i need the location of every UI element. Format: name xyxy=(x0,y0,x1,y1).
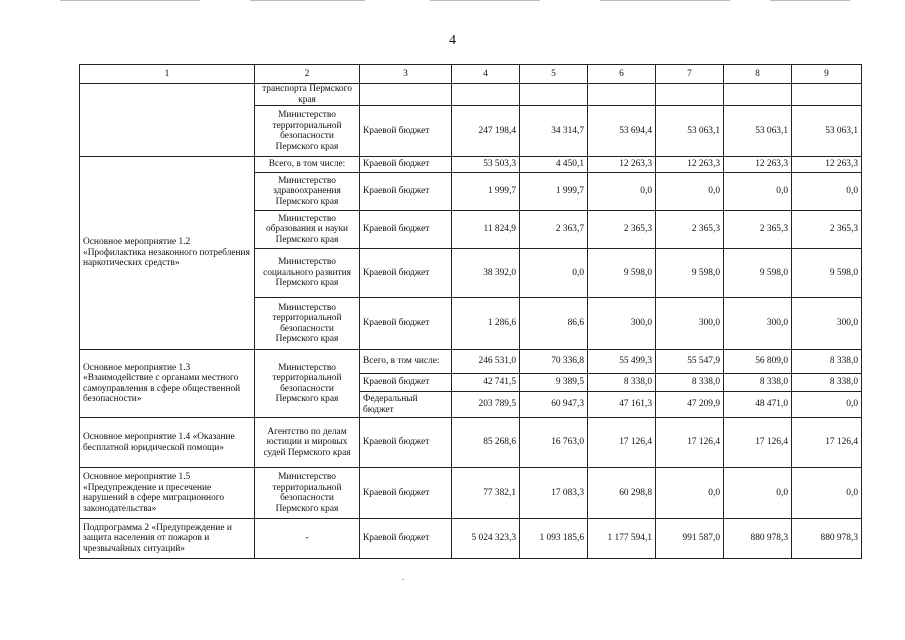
source-cell: Краевой бюджет xyxy=(360,418,452,468)
source-cell: Краевой бюджет xyxy=(360,211,452,249)
value-cell: 47 209,9 xyxy=(656,392,724,418)
value-cell: 0,0 xyxy=(588,173,656,211)
value-cell: 53 694,4 xyxy=(588,106,656,157)
value-cell: 11 824,9 xyxy=(452,211,520,249)
value-cell: 56 809,0 xyxy=(724,350,792,374)
value-cell: 55 547,9 xyxy=(656,350,724,374)
value-cell: 8 338,0 xyxy=(588,374,656,392)
table-row xyxy=(80,157,862,173)
scan-speck xyxy=(402,579,404,580)
subprogram-cell: Подпрограмма 2 «Предупреждение и защита населения от пожаров и чрезвычайных ситуаций» xyxy=(80,519,255,559)
value-cell: 1 177 594,1 xyxy=(588,519,656,559)
source-cell: Краевой бюджет xyxy=(360,106,452,157)
header-row xyxy=(80,65,862,84)
value-cell: 0,0 xyxy=(792,392,862,418)
executor-cell: - xyxy=(255,519,360,559)
value-cell: 8 338,0 xyxy=(656,374,724,392)
source-cell: Федеральный бюджет xyxy=(360,392,452,418)
task-cell: Основное мероприятие 1.3 «Взаимодействие с органами местного самоуправления в сфере общественной безопасности» xyxy=(80,350,255,418)
value-cell: 17 126,4 xyxy=(588,418,656,468)
value-cell: 17 126,4 xyxy=(724,418,792,468)
col-header: 6 xyxy=(588,65,656,84)
value-cell: 8 338,0 xyxy=(792,374,862,392)
value-cell: 0,0 xyxy=(724,173,792,211)
executor-cell: Всего, в том числе: xyxy=(255,157,360,173)
value-cell: 2 365,3 xyxy=(588,211,656,249)
value-cell: 38 392,0 xyxy=(452,249,520,298)
col-header: 9 xyxy=(792,65,862,84)
value-cell: 2 363,7 xyxy=(520,211,588,249)
value-cell: 300,0 xyxy=(656,298,724,350)
value-cell: 300,0 xyxy=(792,298,862,350)
task-cell: Основное мероприятие 1.2 «Профилактика незаконного потребления наркотических средств» xyxy=(80,157,255,350)
executor-cell: Министерство территориальной безопасности Пермского края xyxy=(255,350,360,418)
source-cell: Краевой бюджет xyxy=(360,249,452,298)
executor-cell: Министерство социального развития Пермского края xyxy=(255,249,360,298)
value-cell: 300,0 xyxy=(588,298,656,350)
executor-cell: транспорта Пермского края xyxy=(255,84,360,106)
value-cell: 48 471,0 xyxy=(724,392,792,418)
executor-cell: Министерство территориальной безопасности Пермского края xyxy=(255,468,360,519)
source-cell: Краевой бюджет xyxy=(360,157,452,173)
value-cell: 53 063,1 xyxy=(792,106,862,157)
page-number: 4 xyxy=(449,33,456,48)
empty-cell xyxy=(520,84,588,106)
value-cell: 12 263,3 xyxy=(724,157,792,173)
table-row xyxy=(80,84,862,106)
executor-cell: Министерство здравоохранения Пермского края xyxy=(255,173,360,211)
value-cell: 1 999,7 xyxy=(520,173,588,211)
value-cell: 16 763,0 xyxy=(520,418,588,468)
source-cell: Краевой бюджет xyxy=(360,519,452,559)
value-cell: 9 598,0 xyxy=(588,249,656,298)
col-header: 1 xyxy=(80,65,255,84)
value-cell: 0,0 xyxy=(656,173,724,211)
empty-cell xyxy=(792,84,862,106)
empty-cell xyxy=(588,84,656,106)
value-cell: 9 389,5 xyxy=(520,374,588,392)
task-cell: Основное мероприятие 1.4 «Оказание бесплатной юридической помощи» xyxy=(80,418,255,468)
value-cell: 0,0 xyxy=(792,173,862,211)
value-cell: 17 126,4 xyxy=(656,418,724,468)
value-cell: 70 336,8 xyxy=(520,350,588,374)
executor-cell: Агентство по делам юстиции и мировых судей Пермского края xyxy=(255,418,360,468)
value-cell: 0,0 xyxy=(724,468,792,519)
value-cell: 0,0 xyxy=(792,468,862,519)
source-cell: Краевой бюджет xyxy=(360,298,452,350)
value-cell: 12 263,3 xyxy=(656,157,724,173)
value-cell: 5 024 323,3 xyxy=(452,519,520,559)
value-cell: 0,0 xyxy=(520,249,588,298)
value-cell: 1 999,7 xyxy=(452,173,520,211)
value-cell: 53 063,1 xyxy=(656,106,724,157)
value-cell: 34 314,7 xyxy=(520,106,588,157)
value-cell: 9 598,0 xyxy=(724,249,792,298)
value-cell: 2 365,3 xyxy=(656,211,724,249)
value-cell: 60 947,3 xyxy=(520,392,588,418)
value-cell: 9 598,0 xyxy=(656,249,724,298)
value-cell: 1 286,6 xyxy=(452,298,520,350)
value-cell: 8 338,0 xyxy=(792,350,862,374)
task-cell: Основное мероприятие 1.5 «Предупреждение и пресечение нарушений в сфере миграционного законодательства» xyxy=(80,468,255,519)
value-cell: 17 126,4 xyxy=(792,418,862,468)
empty-cell xyxy=(724,84,792,106)
table-row xyxy=(80,519,862,559)
top-edge-rule xyxy=(0,0,905,2)
col-header: 8 xyxy=(724,65,792,84)
value-cell: 47 161,3 xyxy=(588,392,656,418)
value-cell: 53 063,1 xyxy=(724,106,792,157)
executor-cell: Министерство образования и науки Пермского края xyxy=(255,211,360,249)
value-cell: 8 338,0 xyxy=(724,374,792,392)
value-cell: 203 789,5 xyxy=(452,392,520,418)
value-cell: 12 263,3 xyxy=(588,157,656,173)
value-cell: 2 365,3 xyxy=(724,211,792,249)
value-cell: 246 531,0 xyxy=(452,350,520,374)
source-cell: Краевой бюджет xyxy=(360,468,452,519)
source-cell: Краевой бюджет xyxy=(360,374,452,392)
task-cell-continued xyxy=(80,84,255,157)
col-header: 5 xyxy=(520,65,588,84)
value-cell: 880 978,3 xyxy=(792,519,862,559)
col-header: 3 xyxy=(360,65,452,84)
budget-table xyxy=(79,64,862,559)
col-header: 7 xyxy=(656,65,724,84)
source-cell: Краевой бюджет xyxy=(360,173,452,211)
table-row xyxy=(80,418,862,468)
value-cell: 86,6 xyxy=(520,298,588,350)
table-row xyxy=(80,468,862,519)
value-cell: 17 083,3 xyxy=(520,468,588,519)
value-cell: 880 978,3 xyxy=(724,519,792,559)
value-cell: 4 450,1 xyxy=(520,157,588,173)
value-cell: 300,0 xyxy=(724,298,792,350)
col-header: 4 xyxy=(452,65,520,84)
value-cell: 0,0 xyxy=(656,468,724,519)
executor-cell: Министерство территориальной безопасности Пермского края xyxy=(255,106,360,157)
value-cell: 60 298,8 xyxy=(588,468,656,519)
value-cell: 42 741,5 xyxy=(452,374,520,392)
value-cell: 2 365,3 xyxy=(792,211,862,249)
value-cell: 77 382,1 xyxy=(452,468,520,519)
value-cell: 53 503,3 xyxy=(452,157,520,173)
value-cell: 85 268,6 xyxy=(452,418,520,468)
value-cell: 247 198,4 xyxy=(452,106,520,157)
empty-cell xyxy=(452,84,520,106)
value-cell: 1 093 185,6 xyxy=(520,519,588,559)
source-cell: Всего, в том числе: xyxy=(360,350,452,374)
executor-cell: Министерство территориальной безопасности Пермского края xyxy=(255,298,360,350)
value-cell: 12 263,3 xyxy=(792,157,862,173)
empty-cell xyxy=(656,84,724,106)
col-header: 2 xyxy=(255,65,360,84)
value-cell: 55 499,3 xyxy=(588,350,656,374)
value-cell: 9 598,0 xyxy=(792,249,862,298)
empty-cell xyxy=(360,84,452,106)
table-row xyxy=(80,350,862,374)
value-cell: 991 587,0 xyxy=(656,519,724,559)
